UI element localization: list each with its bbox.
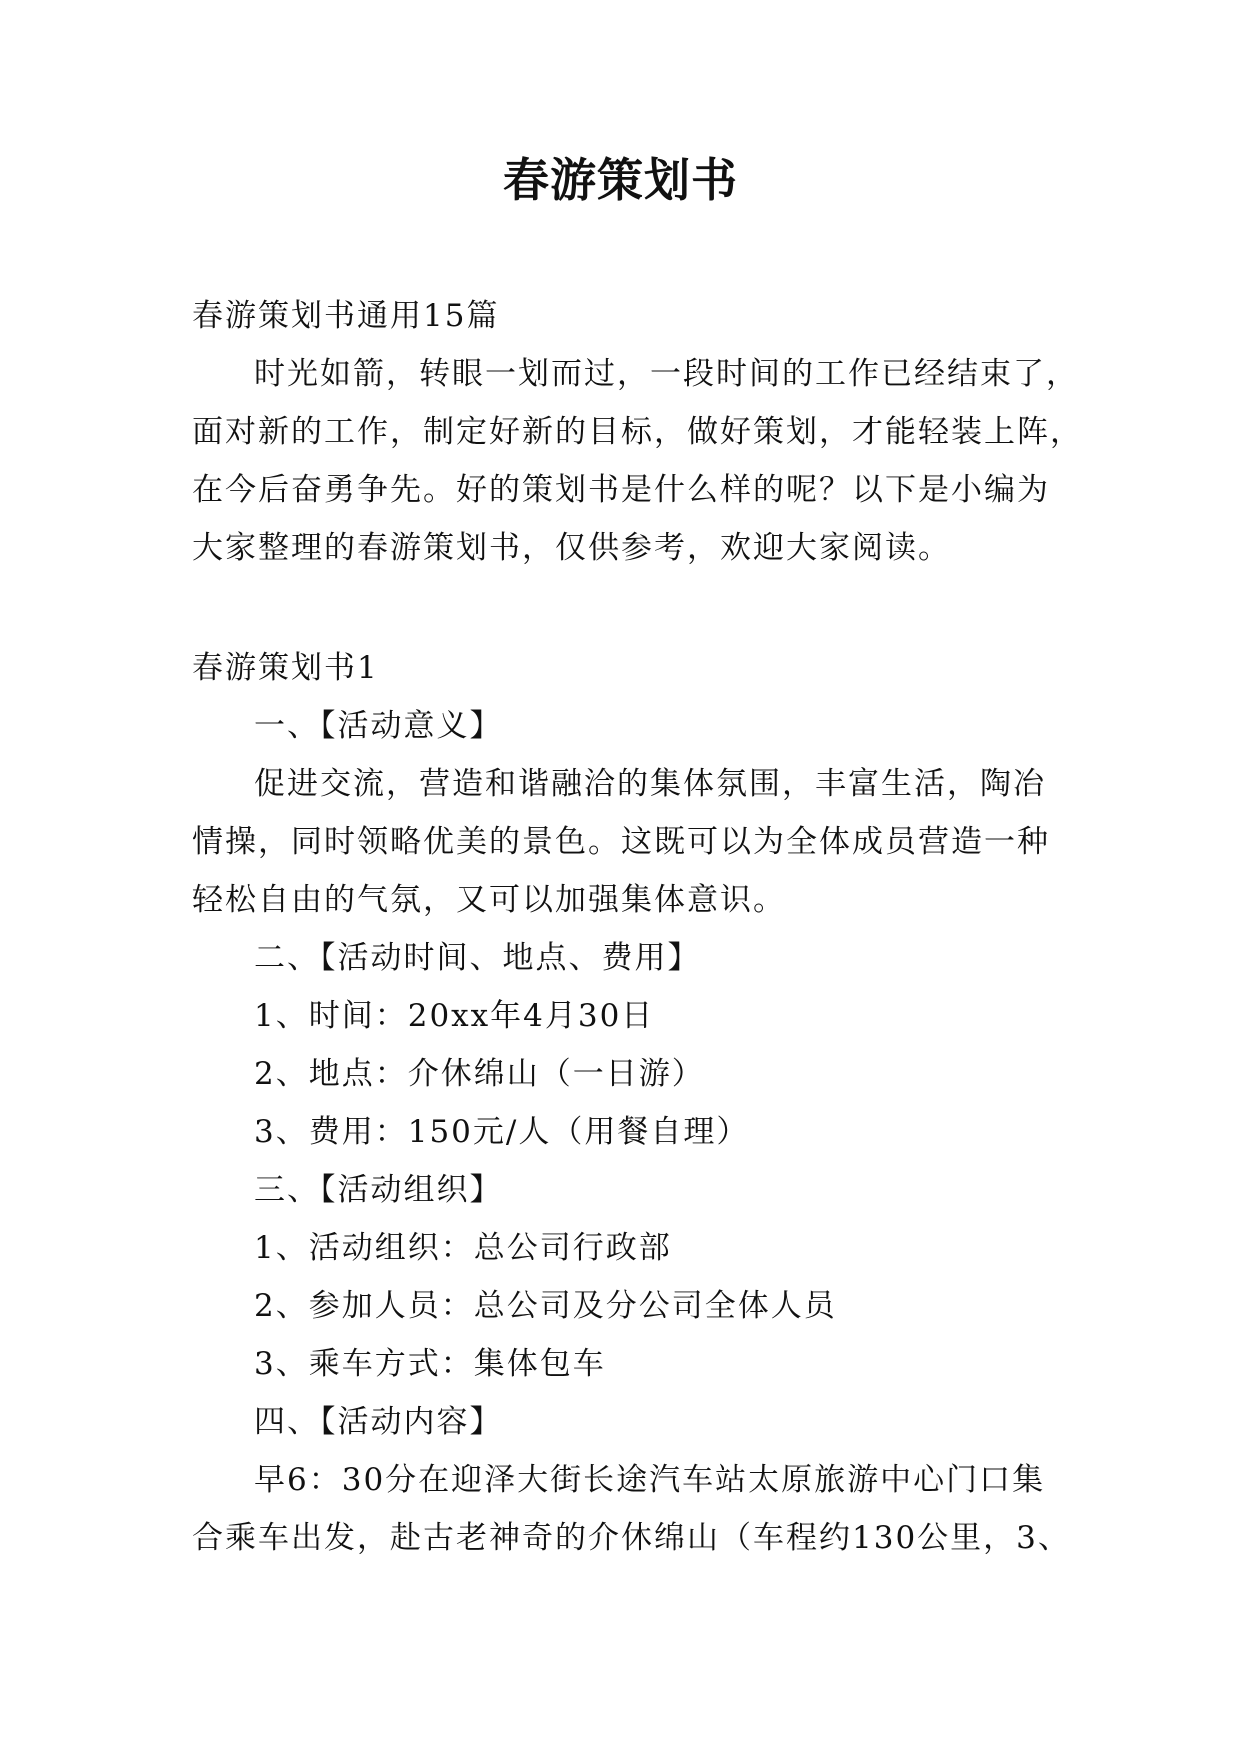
part-heading: 三、【活动组织】 (254, 1172, 503, 1208)
paragraph-line: 情操，同时领略优美的景色。这既可以为全体成员营造一种 (192, 824, 1050, 860)
paragraph-line: 促进交流，营造和谐融洽的集体氛围，丰富生活，陶冶 (254, 766, 1046, 802)
intro-paragraph-line: 时光如箭，转眼一划而过，一段时间的工作已经结束了， (254, 356, 1079, 392)
part-heading: 二、【活动时间、地点、费用】 (254, 940, 701, 976)
intro-heading: 春游策划书通用15篇 (192, 298, 500, 334)
part-heading: 四、【活动内容】 (254, 1404, 503, 1440)
paragraph-line: 早6：30分在迎泽大街长途汽车站太原旅游中心门口集 (254, 1462, 1046, 1498)
paragraph-line: 合乘车出发，赴古老神奇的介休绵山（车程约130公里，3、 (192, 1520, 1071, 1556)
section-heading: 春游策划书1 (192, 650, 379, 686)
list-item: 3、乘车方式：集体包车 (254, 1346, 606, 1382)
section-1-block (192, 639, 1071, 1567)
intro-paragraph-line: 在今后奋勇争先。好的策划书是什么样的呢？以下是小编为 (192, 472, 1050, 508)
list-item: 3、费用：150元/人（用餐自理） (254, 1114, 750, 1150)
intro-block (192, 287, 1083, 577)
intro-paragraph-line: 面对新的工作，制定好新的目标，做好策划，才能轻装上阵， (192, 414, 1083, 450)
list-item: 2、参加人员：总公司及分公司全体人员 (254, 1288, 837, 1324)
paragraph-line: 轻松自由的气氛，又可以加强集体意识。 (192, 882, 786, 918)
part-heading: 一、【活动意义】 (254, 708, 503, 744)
list-item: 1、时间：20xx年4月30日 (254, 998, 655, 1034)
intro-paragraph-line: 大家整理的春游策划书，仅供参考，欢迎大家阅读。 (192, 530, 951, 566)
list-item: 2、地点：介休绵山（一日游） (254, 1056, 705, 1092)
list-item: 1、活动组织：总公司行政部 (254, 1230, 672, 1266)
document-title: 春游策划书 (503, 153, 738, 207)
